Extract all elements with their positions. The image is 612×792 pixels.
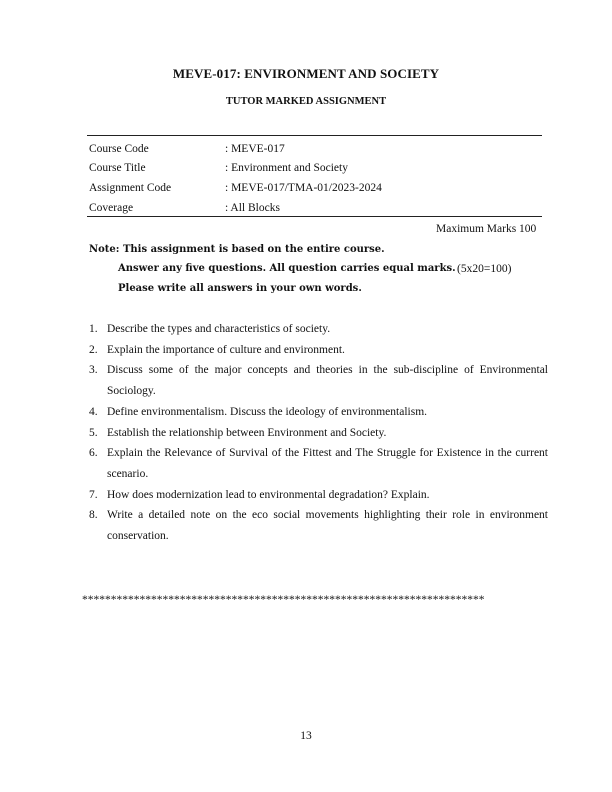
question-number: 7.: [89, 488, 98, 501]
question-number: 8.: [89, 509, 98, 522]
question-text: Define environmentalism. Discuss the ideology of environmentalism.: [107, 405, 428, 418]
info-label: Coverage: [89, 202, 134, 214]
note-line-1: Note: This assignment is based on the entire course.: [89, 244, 385, 255]
question-item: [89, 505, 548, 546]
question-text: Write a detailed note on the eco social movements highlighting their role in environment conservation.: [107, 509, 548, 543]
question-text: Explain the importance of culture and environment.: [107, 343, 345, 356]
question-text: Discuss some of the major concepts and theories in the sub-discipline of Environmental Sociology.: [107, 364, 548, 398]
question-number: 2.: [89, 343, 98, 356]
question-item: [89, 443, 548, 484]
asterisk-separator: **********************************************************************: [82, 594, 485, 606]
question-item: [89, 319, 548, 340]
info-value: : Environment and Society: [225, 162, 348, 174]
info-value: : MEVE-017: [225, 143, 285, 155]
question-number: 3.: [89, 364, 98, 377]
assignment-code-row: [89, 180, 382, 196]
question-number: 6.: [89, 447, 98, 460]
info-table-bottom-rule: [87, 216, 542, 217]
info-label: Course Code: [89, 143, 149, 155]
info-value: : All Blocks: [225, 202, 280, 214]
question-number: 1.: [89, 323, 98, 335]
question-text: Establish the relationship between Environment and Society.: [107, 426, 387, 439]
question-text: How does modernization lead to environmental degradation? Explain.: [107, 488, 430, 501]
question-item: [89, 340, 548, 361]
question-text: Explain the Relevance of Survival of the Fittest and The Struggle for Existence in the current scenario.: [107, 447, 548, 480]
info-label: Assignment Code: [89, 182, 172, 194]
coverage-row: [89, 200, 280, 216]
course-title-row: [89, 160, 348, 176]
info-value: : MEVE-017/TMA-01/2023-2024: [225, 182, 382, 194]
note-line-2: Answer any five questions. All question carries equal marks.: [118, 263, 456, 274]
page-number: 13: [300, 730, 312, 742]
question-item: [89, 423, 548, 444]
question-list: [89, 319, 548, 547]
maximum-marks: Maximum Marks 100: [436, 223, 537, 235]
question-item: [89, 485, 548, 506]
info-label: Course Title: [89, 162, 146, 174]
course-code-row: [89, 141, 285, 157]
question-item: [89, 402, 548, 423]
info-table-top-rule: [87, 135, 542, 136]
document-title: MEVE-017: ENVIRONMENT AND SOCIETY: [172, 66, 440, 81]
question-text: Describe the types and characteristics of society.: [107, 323, 331, 335]
note-line-3: Please write all answers in your own words.: [118, 283, 362, 294]
document-subtitle: TUTOR MARKED ASSIGNMENT: [225, 96, 387, 107]
question-number: 4.: [89, 405, 98, 418]
marks-formula: (5x20=100): [457, 263, 512, 275]
question-number: 5.: [89, 426, 98, 439]
question-item: [89, 360, 548, 401]
